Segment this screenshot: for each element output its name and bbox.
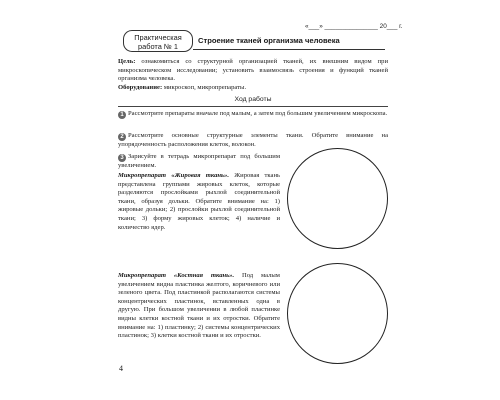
page-title: Строение тканей организма человека <box>198 36 340 45</box>
title-underline <box>193 49 385 50</box>
goal-label: Цель: <box>118 58 136 65</box>
specimen-1-text: Жировая ткань представлена группами жировых клеток, которые разделяются прослойками рыхлой соединительной ткани, образуя дольки. Обратите внимание на: 1) жировые дольки; 2) прослойки рыхлой соединительной ткани; 3) форму жировых клеток; 4) наличие и количество ядер. <box>118 172 280 231</box>
drawing-circle-bone-tissue[interactable] <box>287 263 388 364</box>
step-2-text: Рассмотрите основные структурные элементы ткани. Обратите внимание на упорядоченность расположения клеток, волокон. <box>118 132 388 148</box>
specimen-fat-tissue <box>118 172 280 232</box>
equipment-paragraph <box>118 84 388 93</box>
specimen-1-label: Микропрепарат «Жировая ткань». <box>118 172 229 179</box>
step-1 <box>118 110 388 119</box>
step-3-text: Зарисуйте в тетрадь микропрепарат под большим увеличением. <box>118 153 280 169</box>
step-number-3: 3 <box>118 154 126 162</box>
step-2 <box>118 132 388 150</box>
procedure-heading: Ход работы <box>234 96 272 103</box>
equipment-label: Оборудование: <box>118 84 163 91</box>
step-number-1: 1 <box>118 111 126 119</box>
specimen-bone-tissue <box>118 272 280 341</box>
badge-line-1: Практическая <box>134 33 182 42</box>
equipment-text: микроскоп, микропрепараты. <box>163 84 247 91</box>
specimen-2-text: Под малым увеличением видна пластинка желтого, коричневого или зеленого цвета. Под пластинкой располагаются системы концентрических пластинок, вставленных одна в другую. При большом увеличении в любой пластинке видны клетки костной ткани и их отростки. Обратите внимание на: 1) пластинку; 2) системы концентрических пластинок; 3) клетки костной ткани и их отростки. <box>118 272 280 340</box>
page-number: 4 <box>119 364 123 373</box>
drawing-circle-fat-tissue[interactable] <box>287 148 388 249</box>
practical-work-badge <box>123 30 193 52</box>
goal-paragraph <box>118 58 388 84</box>
procedure-rule <box>118 106 388 107</box>
step-1-text: Рассмотрите препараты вначале под малым, а затем под большим увеличением микроскопа. <box>128 110 388 117</box>
step-number-2: 2 <box>118 133 126 141</box>
goal-text: ознакомиться со структурной организацией тканей, их внешним видом при микроскопическом исследовании; установить взаимосвязь строения и функций тканей организма человека. <box>118 58 388 83</box>
specimen-2-label: Микропрепарат «Костная ткань». <box>118 272 235 279</box>
date-field: «___» _______________ 20___ г. <box>305 23 403 30</box>
badge-line-2: работа № 1 <box>138 42 178 51</box>
step-3 <box>118 153 280 171</box>
